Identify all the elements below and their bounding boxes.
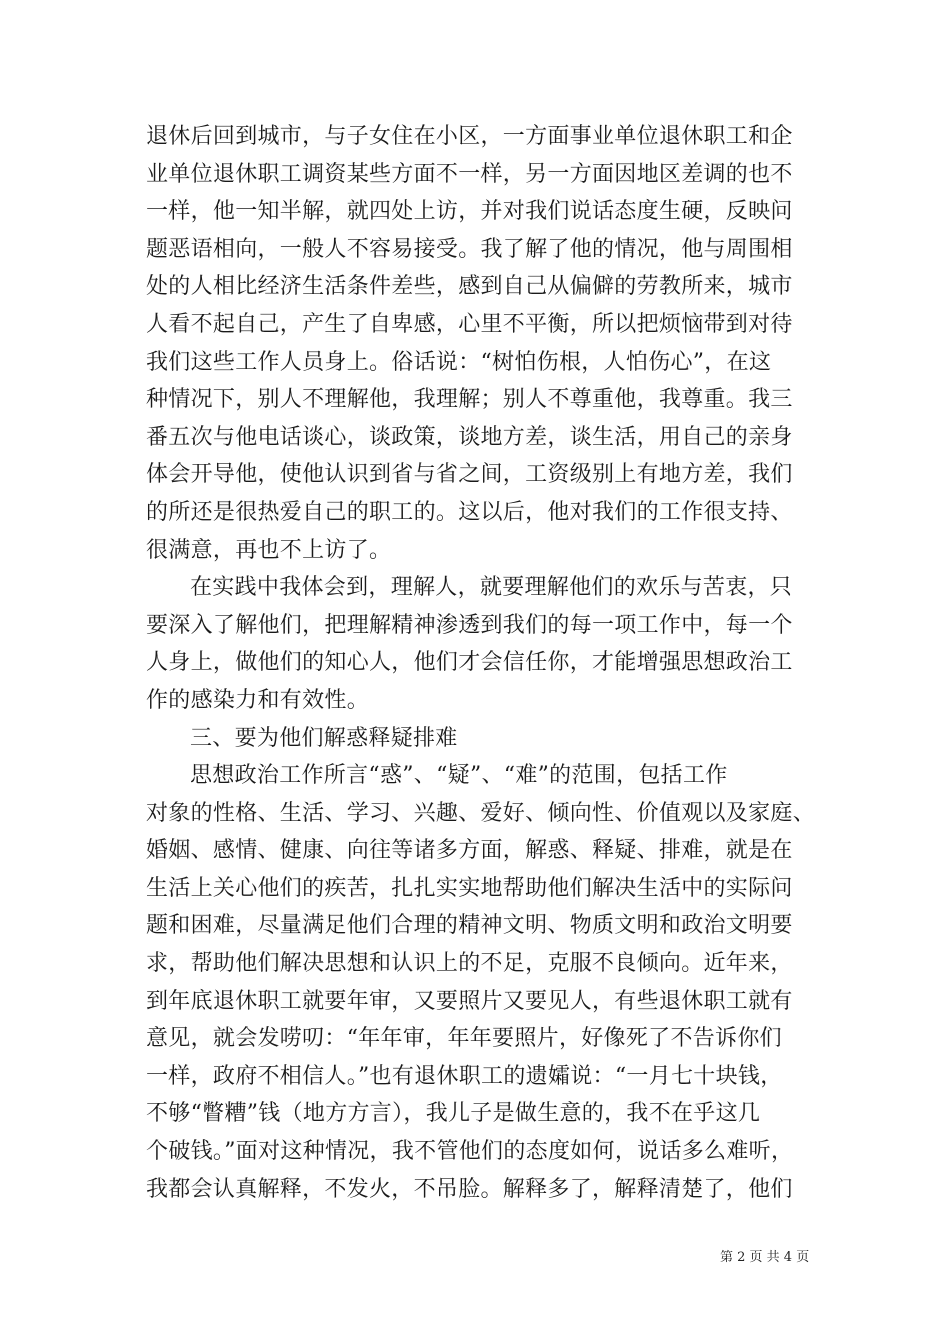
text-line: 一样，他一知半解，就四处上访，并对我们说话态度生硬，反映问 (146, 199, 793, 225)
text-line: 要深入了解他们，把理解精神渗透到我们的每一项工作中，每一个 (146, 612, 793, 638)
paragraph-start-line: 思想政治工作所言“惑”、“疑”、“难”的范围，包括工作 (190, 763, 728, 789)
text-line: 求，帮助他们解决思想和认识上的不足，克服不良倾向。近年来， (146, 951, 793, 977)
text-line: 个破钱。”面对这种情况，我不管他们的态度如何，说话多么难听， (146, 1139, 794, 1165)
text-line: 很满意，再也不上访了。 (146, 537, 392, 563)
page-number-footer: 第 2 页 共 4 页 (720, 1250, 810, 1265)
text-line: 婚姻、感情、健康、向往等诸多方面，解惑、释疑、排难，就是在 (146, 838, 793, 864)
text-line: 对象的性格、生活、学习、兴趣、爱好、倾向性、价值观以及家庭、 (146, 800, 816, 826)
text-line: 人身上，做他们的知心人，他们才会信任你，才能增强思想政治工 (146, 650, 793, 676)
text-line: 到年底退休职工就要年审，又要照片又要见人，有些退休职工就有 (146, 988, 793, 1014)
text-line: 作的感染力和有效性。 (146, 687, 370, 713)
text-line: 我们这些工作人员身上。俗话说：“树怕伤根，人怕伤心”，在这 (146, 349, 772, 375)
text-line: 番五次与他电话谈心，谈政策，谈地方差，谈生活，用自己的亲身 (146, 424, 793, 450)
text-line: 不够“瞥糟”钱（地方方言），我儿子是做生意的，我不在乎这几 (146, 1101, 761, 1127)
paragraph-start-line: 在实践中我体会到，理解人，就要理解他们的欢乐与苦衷，只 (190, 575, 793, 601)
text-line: 人看不起自己，产生了自卑感，心里不平衡，所以把烦恼带到对待 (146, 311, 793, 337)
body-text (146, 118, 816, 1208)
text-line: 种情况下，别人不理解他，我理解；别人不尊重他，我尊重。我三 (146, 387, 793, 413)
text-line: 的所还是很热爱自己的职工的。这以后，他对我们的工作很支持、 (146, 499, 793, 525)
text-line: 题恶语相向，一般人不容易接受。我了解了他的情况，他与周围相 (146, 236, 793, 262)
text-line: 生活上关心他们的疾苦，扎扎实实地帮助他们解决生活中的实际问 (146, 875, 793, 901)
text-line: 体会开导他，使他认识到省与省之间，工资级别上有地方差，我们 (146, 462, 793, 488)
text-line: 意见，就会发唠叨：“年年审，年年要照片，好像死了不告诉你们 (146, 1026, 782, 1052)
text-line: 业单位退休职工调资某些方面不一样，另一方面因地区差调的也不 (146, 161, 793, 187)
text-line: 退休后回到城市，与子女住在小区，一方面事业单位退休职工和企 (146, 124, 793, 149)
text-line: 处的人相比经济生活条件差些，感到自己从偏僻的劳教所来，城市 (146, 274, 793, 300)
text-line: 我都会认真解释，不发火，不吊脸。解释多了，解释清楚了，他们 (146, 1176, 793, 1202)
section-heading: 三、要为他们解惑释疑排难 (190, 725, 458, 751)
text-line: 题和困难，尽量满足他们合理的精神文明、物质文明和政治文明要 (146, 913, 793, 939)
text-line: 一样，政府不相信人。”也有退休职工的遗孀说：“一月七十块钱， (146, 1063, 783, 1089)
